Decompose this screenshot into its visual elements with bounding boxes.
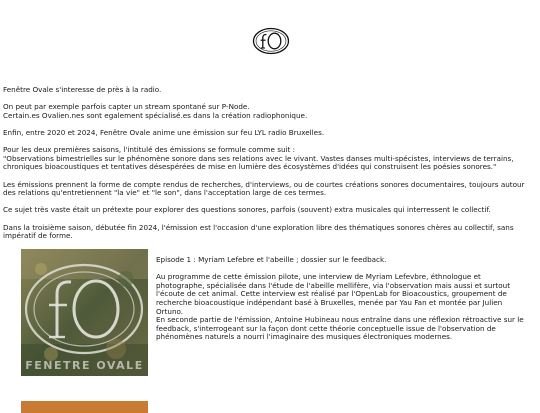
episode-1-cover-art (21, 249, 148, 376)
intro-text: . (247, 102, 250, 112)
p-node-link[interactable]: P-Node (221, 102, 248, 112)
episode-1-cover-caption: FENETRE OVALE (25, 359, 144, 372)
intro-paragraph: Fenêtre Ovale s'interesse de près à la radio. (3, 85, 162, 94)
intro-paragraph: Certain.es Ovalien.nes sont egalement spécialisé.es dans la création radiophonique. (3, 110, 308, 120)
episode-1-title: Episode 1 : Myriam Lefebre et l'abeille ; dossier sur le feedback. (156, 255, 387, 264)
episode-1-body: Au programme de cette émission pilote, une interview de Myriam Lefevbre, éthnologue et photographe, spécialisée dans l'étude de l'abeille mellifère, via l'observation mais aussi et surtout l'écoute de cet animal. Cette interview est réalisé par l'OpenLab for Bioacoustics, groupement de recherche bioacoustique indépendant basé à Bruxelles, menée par Yau Fan et montée par Julien Ortuno. (156, 272, 511, 316)
intro-paragraph: Les émissions prennent la forme de compte rendus de recherches, d'interviews, ou de courtes créations sonores documentaires, toujours autour des relations qu'entretiennent "la vie" et "le son", dans l'acceptation large de ces termes. (3, 179, 525, 198)
episode-2-cover-image[interactable] (21, 401, 148, 413)
intro-paragraph: Pour les deux premières saisons, l'intitulé des émissions se formule comme suit : (3, 145, 296, 155)
intro-paragraph: Enfin, entre 2020 et 2024, Fenêtre Ovale anime une émission sur feu LYL radio Bruxelles. (3, 127, 325, 137)
fo-monogram-logo[interactable] (252, 27, 290, 55)
intro-paragraph: Dans la troisième saison, débutée fin 2024, l'émission est l'occasion d'une exploration libre des thématiques sonores chères au collectif, sans impératif de forme. (3, 222, 514, 241)
episode-1-description (156, 256, 530, 351)
episode-1-cover-image[interactable] (21, 249, 148, 376)
intro-text: On peut par exemple parfois capter un stream spontané sur (3, 102, 222, 112)
episode-1-body: En seconde partie de l'émission, Antoine Hubineau nous entraîne dans une réflexion rétroactive sur le feedback, s'interrogeant sur la façon dont cette théorie conceptuelle issue de l'observation de phénomènes naturels a nourri l'imaginaire des musiques électroniques modernes. (156, 315, 524, 342)
intro-paragraph: Ce sujet très vaste était un prétexte pour explorer des questions sonores, parfois (souvent) extra musicales qui interressent le collectif. (3, 205, 491, 215)
intro-section (3, 86, 533, 249)
intro-quote: "Observations bimestrielles sur le phénomène sonore dans ses relations avec le vivant. Vastes danses multi-spécistes, interviews de terrains, chroniques bioacoustiques et tentatives désespérées de mise en lumière des écosystèmes d'idées qui construisent les poésies sonores." (3, 153, 514, 172)
